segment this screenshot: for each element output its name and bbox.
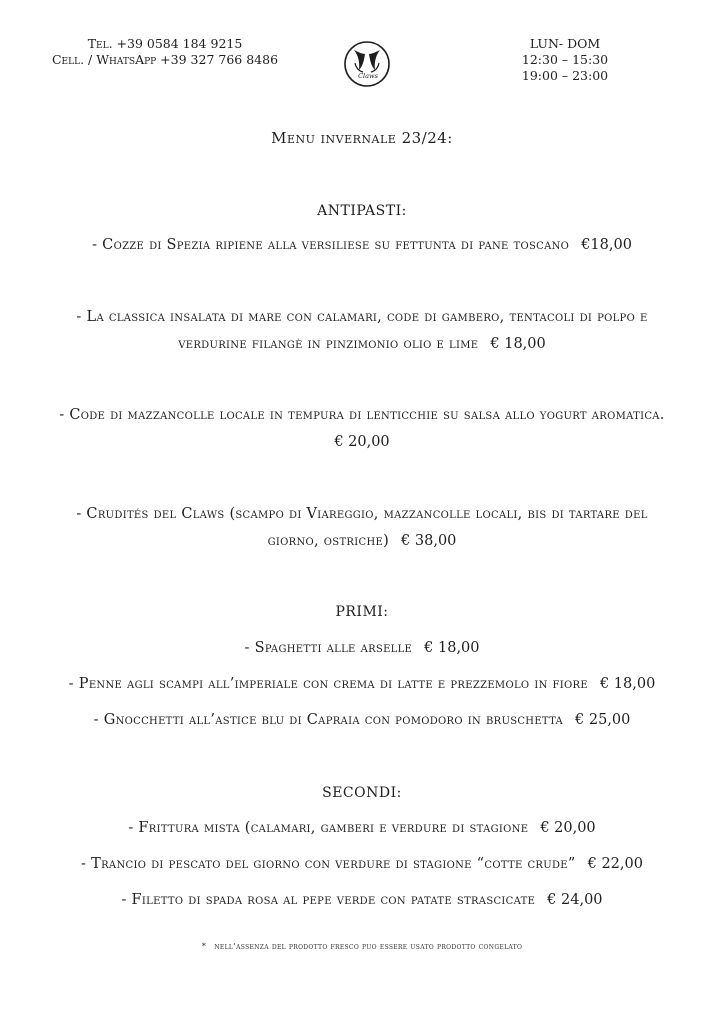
dish-name: - Crudités del Claws (scampo di Viareggio, mazzancolle locali, bis di tartare del [76,506,648,522]
claws-logo-icon [343,40,391,88]
opening-hours [490,36,640,84]
dish-name: - Cozze di Spezia ripiene alla versiliese su fettunta di pane toscano [92,237,570,253]
contact-info [40,36,290,68]
dish-price: € 18,00 [424,640,480,656]
dish-name-continued: giorno, ostriche) [267,533,390,549]
menu-title: Menu invernale 23/24: [271,129,453,147]
restaurant-logo [343,40,391,88]
dish-name: - Spaghetti alle arselle [244,640,413,656]
logo-wordmark: Claws [358,72,378,80]
footnote-text: nell’assenza del prodotto fresco puo essere usato prodotto congelato [214,942,523,952]
dish-name: - Frittura mista (calamari, gamberi e verdure di stagione [128,820,529,836]
dish-name: - Penne agli scampi all’imperiale con crema di latte e prezzemolo in fiore [68,676,588,692]
dish-antipasto-2 [6,304,718,358]
dish-primo-2 [6,671,718,698]
dish-secondo-2 [6,851,718,878]
dish-name: - La classica insalata di mare con calamari, code di gambero, tentacoli di polpo e [76,309,648,325]
section-title-secondi: SECONDI: [322,785,402,801]
dish-price: €18,00 [581,237,632,253]
dish-antipasto-3 [6,402,718,456]
lunch-hours: 12:30 – 15:30 [521,52,609,67]
dish-price: € 22,00 [587,856,643,872]
dish-name: - Filetto di spada rosa al pepe verde con patate strascicate [121,892,536,908]
section-title-antipasti: ANTIPASTI: [317,203,407,219]
footnote-asterisk: * [201,942,207,952]
dinner-hours: 19:00 – 23:00 [521,68,609,83]
dish-price: € 25,00 [575,712,631,728]
dish-name: - Trancio di pescato del giorno con verdure di stagione “cotte crude” [81,856,576,872]
dish-primo-1 [6,635,718,662]
dish-price: € 18,00 [599,676,656,692]
dish-primo-3 [6,707,718,734]
dish-antipasto-1 [6,232,718,259]
dish-secondo-1 [6,815,718,842]
opening-days: LUN- DOM [529,36,601,51]
dish-price: € 18,00 [490,336,546,352]
dish-name-continued: verdurine filangè in pinzimonio olio e lime [178,336,479,352]
dish-secondo-3 [6,887,718,914]
dish-price: € 20,00 [334,434,390,450]
dish-price: € 24,00 [547,892,603,908]
whatsapp-number: Cell. / WhatsApp +39 327 766 8486 [51,52,279,67]
dish-antipasto-4 [6,501,718,555]
phone-number: Tel. +39 0584 184 9215 [87,36,243,51]
section-title-primi: PRIMI: [335,604,389,620]
dish-name: - Code di mazzancolle locale in tempura di lenticchie su salsa allo yogurt aromatica. [59,407,665,423]
dish-price: € 20,00 [540,820,596,836]
dish-name: - Gnocchetti all’astice blu di Capraia con pomodoro in bruschetta [93,712,564,728]
dish-price: € 38,00 [401,533,457,549]
frozen-product-footnote [0,942,724,952]
